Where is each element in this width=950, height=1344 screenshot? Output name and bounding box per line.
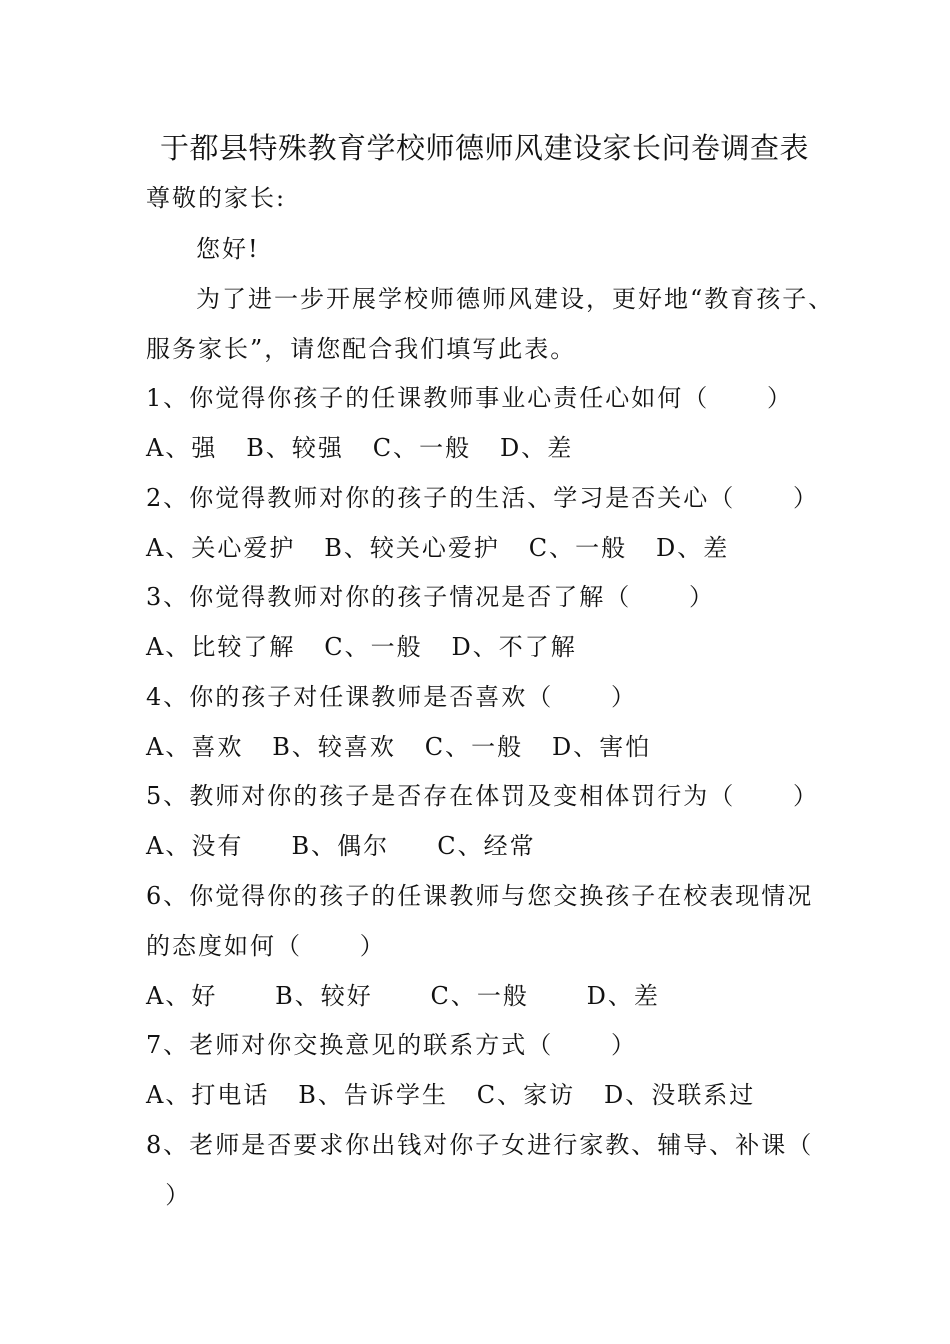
question-5-options: A、没有 B、偶尔 C、经常 (146, 832, 536, 860)
question-4: 4、你的孩子对任课教师是否喜欢（ ） (146, 683, 638, 711)
question-2: 2、你觉得教师对你的孩子的生活、学习是否关心（ ） (146, 484, 820, 512)
intro-line-2: 服务家长”，请您配合我们填写此表。 (146, 335, 577, 363)
question-1-options: A、强 B、较强 C、一般 D、差 (146, 434, 574, 462)
question-2-options: A、关心爱护 B、较关心爱护 C、一般 D、差 (146, 534, 730, 562)
intro-line-1: 为了进一步开展学校师德师风建设，更好地“教育孩子、 (196, 285, 835, 313)
question-8-line-2: ） (146, 1181, 192, 1209)
question-6-line-2: 的态度如何（ ） (146, 932, 386, 960)
question-6-line-1: 6、你觉得你的孩子的任课教师与您交换孩子在校表现情况 (146, 882, 814, 910)
question-4-options: A、喜欢 B、较喜欢 C、一般 D、害怕 (146, 733, 652, 761)
salutation: 尊敬的家长: (146, 184, 287, 212)
question-3-options: A、比较了解 C、一般 D、不了解 (146, 633, 577, 661)
question-6-options: A、好 B、较好 C、一般 D、差 (146, 982, 660, 1010)
question-1: 1、你觉得你孩子的任课教师事业心责任心如何（ ） (146, 384, 794, 412)
question-5: 5、教师对你的孩子是否存在体罚及变相体罚行为（ ） (146, 782, 820, 810)
question-3: 3、你觉得教师对你的孩子情况是否了解（ ） (146, 583, 716, 611)
greeting: 您好! (196, 235, 260, 263)
document-title: 于都县特殊教育学校师德师风建设家长问卷调查表 (160, 131, 810, 165)
question-8-line-1: 8、老师是否要求你出钱对你子女进行家教、辅导、补课（ (146, 1131, 814, 1159)
question-7-options: A、打电话 B、告诉学生 C、家访 D、没联系过 (146, 1081, 756, 1109)
question-7: 7、老师对你交换意见的联系方式（ ） (146, 1031, 638, 1059)
